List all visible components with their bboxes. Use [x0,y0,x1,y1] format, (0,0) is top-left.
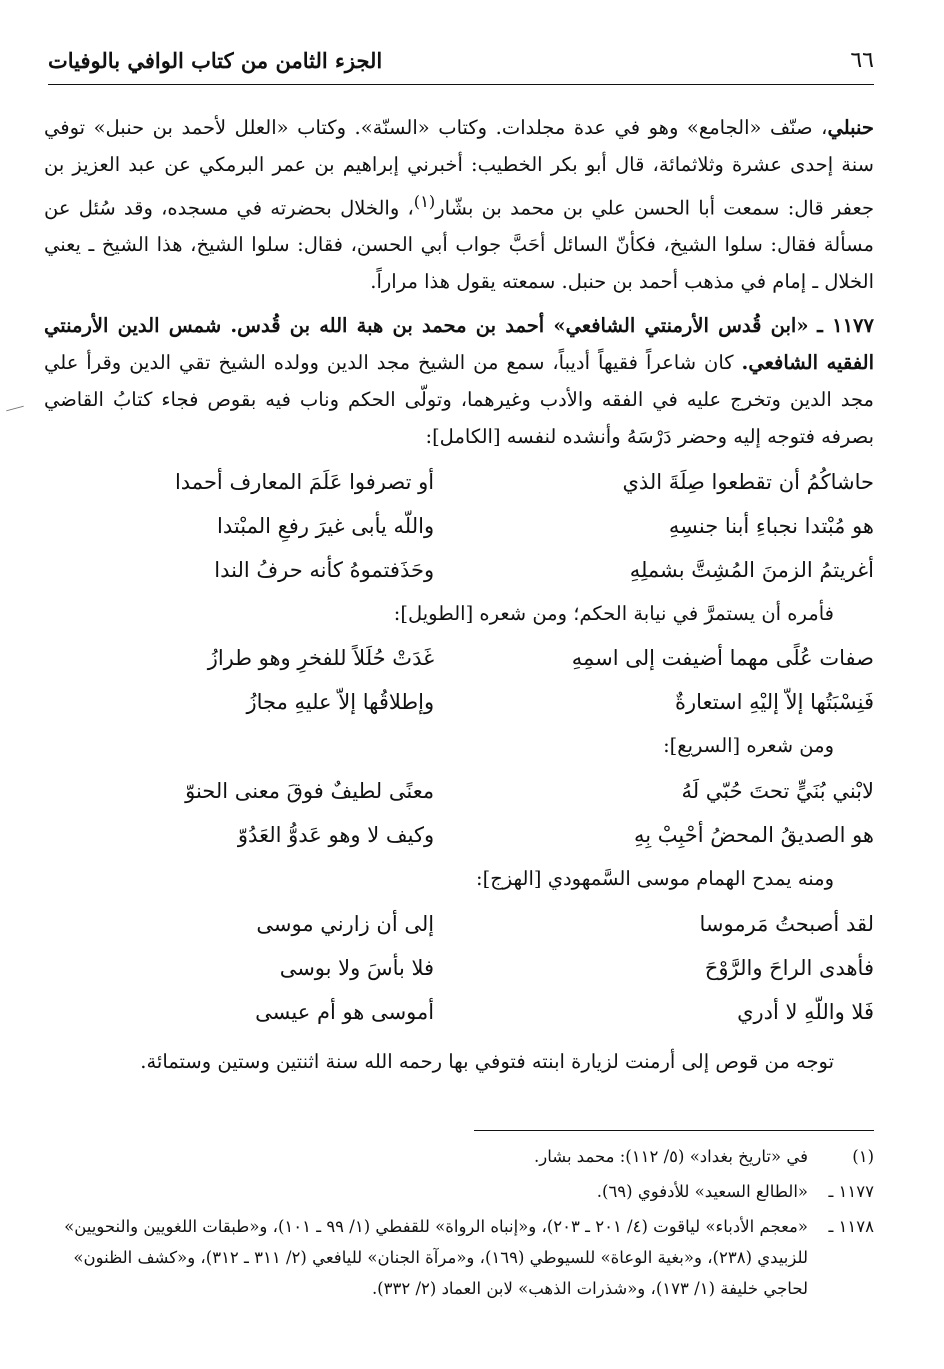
poem-tawil [44,636,874,724]
page-number: ٦٦ [850,48,874,73]
verse-second-half: واللّه يأبى غيرَ رفعِ المبْتدا [217,513,435,538]
verse-line [44,680,874,724]
verse-second-half: وحَذَفتموهُ كأنه حرفُ الندا [214,557,435,582]
source-text: «الطالع السعيد» للأدفوي (٦٩). [596,1182,808,1201]
verse-line [44,460,874,504]
verse-first-half: هو مُبْتدا نجباءِ أبنا جنسِهِ [668,513,874,538]
footnote-divider [474,1130,874,1131]
source-item [44,1176,874,1207]
verse-first-half: فَلا واللّهِ لا أدري [737,1000,874,1025]
entry-heading: «ابن قُدس الأرمنتي الشافعي» أحمد بن محمد بن هبة الله بن قُدس. شمس الدين الأرمنتي الفقيه الشافعي. [44,314,874,375]
poem-intro: ومن شعره [السريع]: [663,734,834,758]
verse-second-half: وكيف لا وهو عَدوُّ العَدُوّ [237,823,435,848]
poem-kamil [44,460,874,592]
margin-mark [6,406,24,412]
verse-first-half: فأهدى الراحَ والرَّوْحَ [704,956,874,981]
source-text: «معجم الأدباء» لياقوت (٤/ ٢٠١ ـ ٢٠٣)، و«إنباه الرواة» للقفطي (١/ ٩٩ ـ ١٠١)، و«طبقات اللغويين والنحويين» للزبيدي (٢٣٨)، و«بغية الوعاة» للسيوطي (١٦٩)، و«مرآة الجنان» لليافعي (٢/ ٣١١ ـ ٣١٢)، و«كشف الظنون» لحاجي خليفة (١/ ١٧٣)، و«شذرات الذهب» لابن العماد (٢/ ٣٣٢). [64,1217,808,1298]
footnote-marker[interactable]: (١) [413,191,436,211]
verse-first-half: أغريتمُ الزمنَ المُشِتَّ بشملِهِ [629,557,874,582]
verse-first-half: فَنِسْبَتُها إلاّ إليْهِ استعارةٌ [675,690,874,715]
main-text [44,110,874,1081]
verse-first-half: حاشاكُمُ أن تقطعوا صِلَةَ الذي [622,469,874,494]
verse-first-half: صفات عُلًى مهما أضيفت إلى اسمِهِ [571,646,874,671]
entry-number: ١١٧٧ ـ [817,314,874,338]
page-header [48,44,874,85]
poem-sari [44,769,874,857]
footnote-item [44,1141,874,1172]
verse-first-half: هو الصديقُ المحضُ أحْبِبْ بِهِ [634,823,874,848]
running-title: الجزء الثامن من كتاب الوافي بالوفيات [48,48,383,73]
source-label: ١١٧٨ ـ [828,1217,874,1236]
entry-text: كان شاعراً فقيهاً أديباً، سمع من الشيخ مجد الدين وولده الشيخ تقي الدين وقرأ علي مجد الدين وتخرج عليه في الفقه والأدب وغيرهما، وتولّى الحكم وناب فيه بقوص فجاء كتابُ القاضي بصرفه فتوجه إليه وحضر دَرْسَهُ وأنشده لنفسه [الكامل]: [44,351,874,448]
verse-line [44,946,874,990]
poem-intro: ومنه يمدح الهمام موسى السَّمهودي [الهزج]: [476,867,834,891]
verse-line [44,813,874,857]
paragraph-continuation [44,110,874,300]
verse-line [44,769,874,813]
footnotes [44,1130,874,1304]
paragraph-lead-word: حنبلي [827,116,874,139]
verse-second-half: فلا بأسَ ولا بوسى [279,956,435,981]
paragraph-text: ، صنّف «الجامع» وهو في عدة مجلدات. وكتاب «السنّة». وكتاب «العلل لأحمد بن حنبل» توفي سنة إحدى عشرة وثلاثمائة، قال أبو بكر الخطيب: أخبرني إبراهيم بن عمر البرمكي عن عبد العزيز بن جعفر قال: سمعت أبا الحسن علي بن محمد بن بشّار [44,116,875,220]
source-label: ١١٧٧ ـ [828,1182,874,1201]
verse-second-half: غَدَتْ حُلَلاً للفخرِ وهو طرازُ [207,646,435,671]
source-item [44,1211,874,1304]
verse-second-half: أو تصرفوا عَلَمَ المعارف أحمدا [174,469,435,494]
verse-second-half: وإطلاقُها إلاّ عليهِ مجازُ [246,690,435,715]
verse-second-half: أموسى هو أم عيسى [255,1000,435,1025]
verse-second-half: إلى أن زارني موسى [256,912,435,937]
verse-line [44,902,874,946]
verse-line [44,990,874,1034]
biography-entry [44,308,874,455]
verse-first-half: لقد أصبحتُ مَرموسا [699,912,874,937]
footnote-text: في «تاريخ بغداد» (٥/ ١١٢): محمد بشار. [534,1147,808,1166]
verse-first-half: لابْني بُنَيٍّ تحتَ حُبّي لَهُ [681,779,874,804]
verse-line [44,548,874,592]
closing-sentence: توجه من قوص إلى أرمنت لزيارة ابنته فتوفي بها رحمه الله سنة اثنتين وستين وستمائة. [140,1050,834,1074]
paragraph-text-continued: ، والخلال بحضرته في مسجده، وقد سُئل عن مسألة فقال: سلوا الشيخ، فكأنّ السائل أحَبَّ جواب أبي الحسن، فقال: سلوا الشيخ، هذا الشيخ ـ يعني الخلال ـ إمام في مذهب أحمد بن حنبل. سمعته يقول هذا مراراً. [44,196,874,293]
poem-hazaj [44,902,874,1034]
verse-second-half: معنًى لطيفٌ فوقَ معنى الحنوّ [185,779,435,804]
verse-line [44,504,874,548]
poem-intro: فأمره أن يستمرَّ في نيابة الحكم؛ ومن شعره [الطويل]: [393,601,834,625]
footnote-label: (١) [852,1147,874,1166]
verse-line [44,636,874,680]
